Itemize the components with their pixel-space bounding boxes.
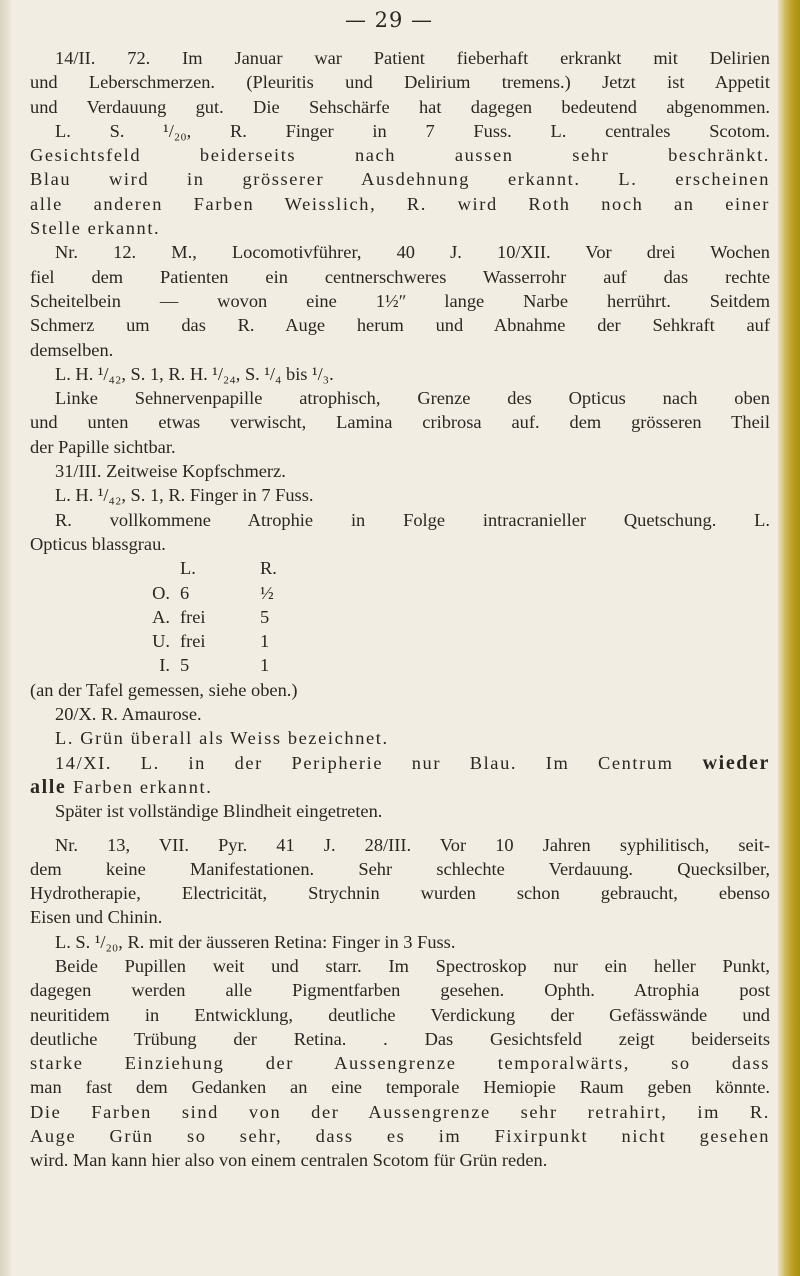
line-text: man fast dem Gedanken an eine temporale Hemiopie Raum geben könnte. — [30, 1077, 770, 1098]
table-row — [110, 605, 430, 629]
text-line — [30, 1075, 770, 1099]
line-text: 14/XI. L. in der Peripherie nur Blau. Im Centrum — [55, 752, 674, 773]
case-paragraphs — [30, 46, 770, 556]
text-line — [30, 386, 770, 410]
table-cell: 1 — [260, 655, 270, 676]
visual-acuity-table — [110, 556, 430, 677]
table-cell — [110, 556, 180, 580]
line-text: L. H. ¹/₄₂, S. 1, R. H. ¹/₂₄, S. ¹/₄ bis ¹/₃. — [55, 363, 334, 384]
text-line — [30, 833, 770, 857]
line-text: Farben erkannt. — [73, 776, 213, 797]
text-line — [30, 435, 770, 459]
text-line — [30, 532, 770, 556]
line-text: und unten etwas verwischt, Lamina cribrosa auf. dem grösseren Theil — [30, 412, 770, 433]
text-line — [30, 46, 770, 70]
text-line — [30, 881, 770, 905]
line-text: Linke Sehnervenpapille atrophisch, Grenze des Opticus nach oben — [55, 388, 770, 409]
text-line — [30, 192, 770, 216]
text-line — [30, 726, 770, 750]
line-text: Später ist vollständige Blindheit eingetreten. — [55, 801, 383, 822]
case-12-followup — [30, 702, 770, 823]
table-cell: 6 — [180, 582, 190, 603]
page-edge-right — [778, 0, 800, 1276]
line-text: 20/X. R. Amaurose. — [55, 704, 202, 725]
line-text: wird. Man kann hier also von einem centralen Scotom für Grün reden. — [30, 1150, 548, 1171]
line-text: dem keine Manifestationen. Sehr schlechte Verdauung. Quecksilber, — [30, 858, 770, 879]
table-cell: A. — [152, 606, 170, 627]
text-line — [30, 857, 770, 881]
table-cell: I. — [159, 655, 170, 676]
text-line — [30, 775, 770, 799]
line-text: L. S. ¹/₂₀, R. mit der äusseren Retina: Finger in 3 Fuss. — [55, 931, 456, 952]
line-text: 31/III. Zeitweise Kopfschmerz. — [55, 461, 286, 482]
paragraph — [30, 240, 770, 556]
emphasis: alle — [30, 775, 73, 798]
line-text: Die Farben sind von der Aussengrenze sehr retrahirt, im R. — [30, 1101, 770, 1122]
text-line — [30, 216, 770, 240]
text-line — [30, 338, 770, 362]
case-13-paragraph — [30, 833, 770, 1173]
table-row — [110, 581, 430, 605]
line-text: starke Einziehung der Aussengrenze temporalwärts, so dass — [30, 1053, 770, 1074]
line-text: und Leberschmerzen. (Pleuritis und Delirium tremens.) Jetzt ist Appetit — [30, 72, 770, 93]
emphasis: wieder — [673, 751, 770, 774]
text-line — [30, 240, 770, 264]
page-number: — 29 — — [344, 8, 434, 32]
page-edge-left — [0, 0, 12, 1276]
text-line — [30, 70, 770, 94]
text-line — [30, 954, 770, 978]
text-line — [30, 978, 770, 1002]
text-line — [30, 362, 770, 386]
text-line — [30, 702, 770, 726]
line-text: und Verdauung gut. Die Sehschärfe hat dagegen bedeutend abgenommen. — [30, 96, 770, 117]
text-line — [30, 799, 770, 823]
text-line — [30, 167, 770, 191]
table-row — [110, 629, 430, 653]
line-text: fiel dem Patienten ein centnerschweres Wasserrohr auf das rechte — [30, 266, 770, 287]
text-line — [30, 1003, 770, 1027]
line-text: Hydrotherapie, Electricität, Strychnin wurden schon gebraucht, ebenso — [30, 883, 770, 904]
line-text: Schmerz um das R. Auge herum und Abnahme der Sehkraft auf — [30, 315, 770, 336]
line-text: Gesichtsfeld beiderseits nach aussen sehr beschränkt. — [30, 145, 770, 166]
text-line — [30, 1100, 770, 1124]
text-line — [30, 483, 770, 507]
text-line — [30, 143, 770, 167]
text-line — [30, 751, 770, 775]
line-text: der Papille sichtbar. — [30, 436, 176, 457]
line-text: Auge Grün so sehr, dass es im Fixirpunkt nicht gesehen — [30, 1126, 770, 1147]
text-line — [30, 119, 770, 143]
table-cell: 5 — [260, 606, 270, 627]
page-body — [30, 46, 770, 1173]
table-cell: frei — [180, 606, 206, 627]
text-line — [30, 1124, 770, 1148]
text-line — [30, 905, 770, 929]
text-line — [30, 95, 770, 119]
line-text: Nr. 13, VII. Pyr. 41 J. 28/III. Vor 10 Jahren syphilitisch, seit- — [55, 834, 770, 855]
line-text: dagegen werden alle Pigmentfarben gesehen. Ophth. Atrophia post — [30, 980, 770, 1001]
line-text: Beide Pupillen weit und starr. Im Spectroskop nur ein heller Punkt, — [55, 955, 770, 976]
line-text: Stelle erkannt. — [30, 218, 161, 239]
table-header — [110, 556, 430, 580]
line-text: L. H. ¹/₄₂, S. 1, R. Finger in 7 Fuss. — [55, 485, 314, 506]
table-cell: L. — [180, 558, 196, 579]
text-line — [30, 459, 770, 483]
line-text: Nr. 12. M., Locomotivführer, 40 J. 10/XII. Vor drei Wochen — [55, 242, 770, 263]
text-line — [30, 508, 770, 532]
line-text: 14/II. 72. Im Januar war Patient fieberhaft erkrankt mit Delirien — [55, 48, 770, 68]
text-line — [30, 1148, 770, 1172]
text-line — [30, 1051, 770, 1075]
table-cell: R. — [260, 558, 277, 579]
line-text: R. vollkommene Atrophie in Folge intracranieller Quetschung. L. — [55, 509, 770, 530]
line-text: L. Grün überall als Weiss bezeichnet. — [55, 728, 389, 749]
line-text: Opticus blassgrau. — [30, 533, 166, 554]
line-text: Scheitelbein — wovon eine 1½ʺ lange Narbe herrührt. Seitdem — [30, 290, 770, 311]
table-cell: 1 — [260, 631, 270, 652]
line-text: demselben. — [30, 339, 114, 360]
line-text: neuritidem in Entwicklung, deutliche Verdickung der Gefässwände und — [30, 1004, 770, 1025]
table-cell: U. — [152, 631, 170, 652]
text-line — [30, 313, 770, 337]
table-cell: 5 — [180, 655, 190, 676]
line-text: L. S. ¹/₂₀, R. Finger in 7 Fuss. L. centrales Scotom. — [55, 120, 770, 141]
text-line — [30, 265, 770, 289]
line-text: Blau wird in grösserer Ausdehnung erkannt. L. erscheinen — [30, 169, 770, 190]
paragraph — [30, 46, 770, 240]
line-text: alle anderen Farben Weisslich, R. wird Roth noch an einer — [30, 193, 770, 214]
text-line — [30, 930, 770, 954]
text-line — [30, 289, 770, 313]
text-line — [30, 1027, 770, 1051]
line-text: deutliche Trübung der Retina. . Das Gesichtsfeld zeigt beiderseits — [30, 1028, 770, 1049]
line-text: Eisen und Chinin. — [30, 907, 163, 928]
table-cell: frei — [180, 631, 206, 652]
table-note: (an der Tafel gemessen, siehe oben.) — [30, 679, 298, 700]
table-cell: ½ — [260, 582, 274, 603]
table-cell: O. — [152, 582, 170, 603]
text-line — [30, 410, 770, 434]
table-row — [110, 653, 430, 677]
